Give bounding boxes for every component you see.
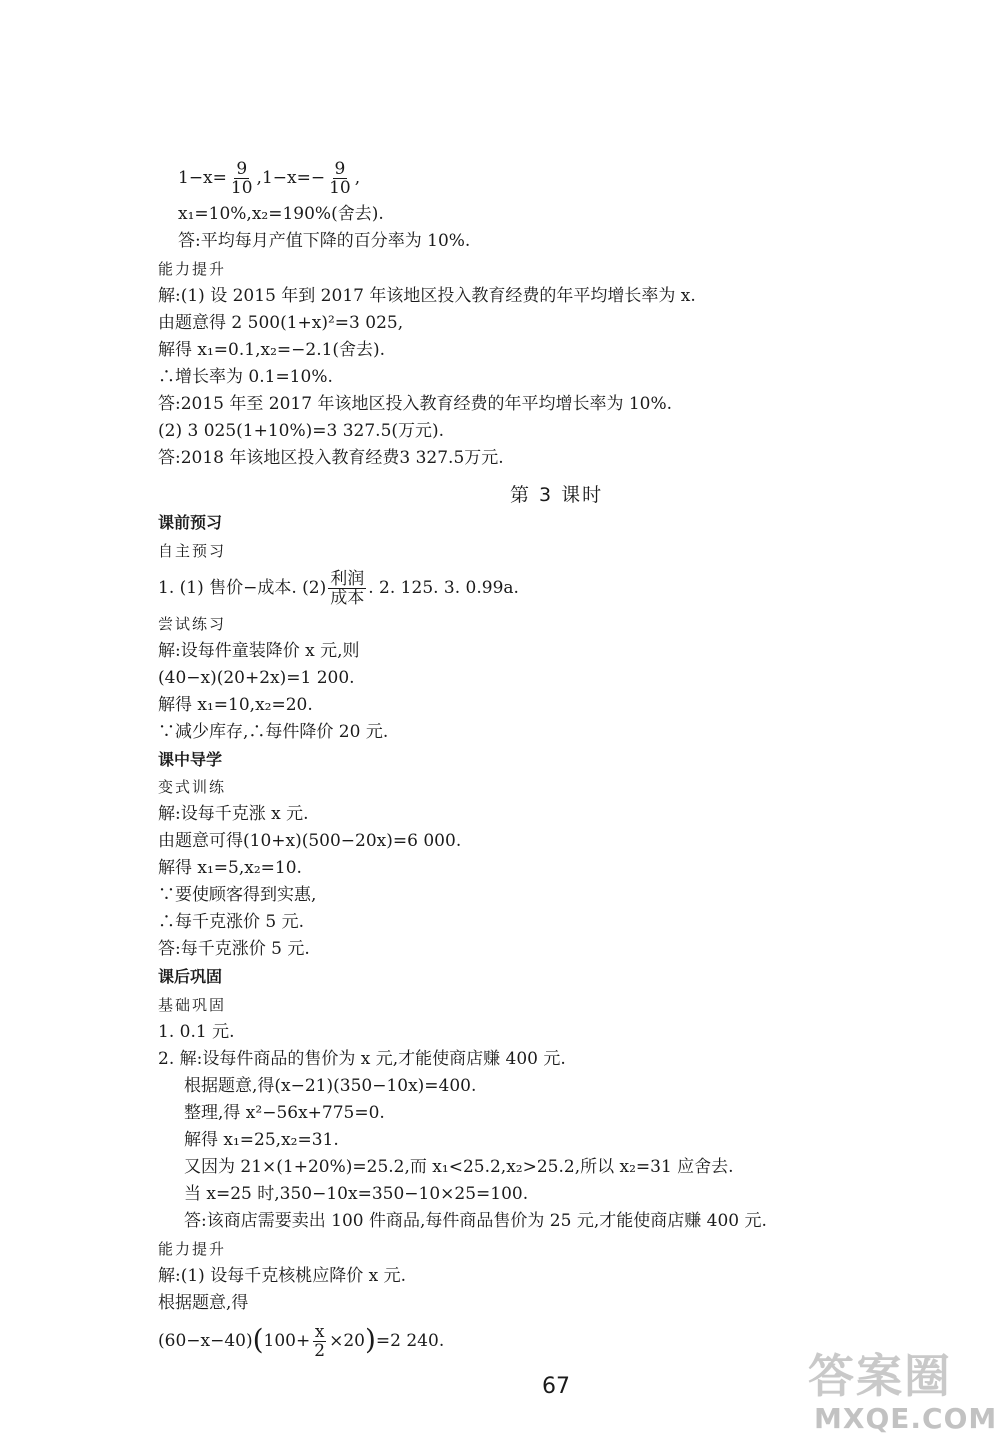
solution-line: 答:每千克涨价 5 元. xyxy=(158,939,310,959)
solution-line: 由题意可得(10+x)(500−20x)=6 000. xyxy=(158,831,462,851)
solution-line: 解得 x₁=5,x₂=10. xyxy=(158,858,302,878)
subsection-heading: 尝试练习 xyxy=(158,615,227,633)
solution-line: 答:2015 年至 2017 年该地区投入教育经费的年平均增长率为 10%. xyxy=(158,394,673,414)
page-number: 67 xyxy=(542,1374,570,1399)
solution-line: 由题意得 2 500(1+x)²=3 025, xyxy=(158,313,404,333)
solution-line: 又因为 21×(1+20%)=25.2,而 x₁<25.2,x₂>25.2,所以 x₂=31 应舍去. xyxy=(184,1157,734,1177)
solution-line: 解得 x₁=10,x₂=20. xyxy=(158,695,313,715)
solution-line: 解得 x₁=25,x₂=31. xyxy=(184,1130,339,1150)
fraction: $\frac{\text{利润}}{\text{成本}}$ xyxy=(330,569,365,608)
answer-line: 答:平均每月产值下降的百分率为 10%. xyxy=(178,231,471,251)
section-heading: 课中导学 xyxy=(158,750,223,769)
subsection-heading: 变式训练 xyxy=(158,778,227,796)
section-heading: 课前预习 xyxy=(158,513,223,532)
lesson-title: 第 3 课时 xyxy=(510,484,604,506)
subsection-heading: 基础巩固 xyxy=(158,996,227,1014)
solution-line: 根据题意,得(x−21)(350−10x)=400. xyxy=(184,1076,477,1096)
fraction: $\frac{9}{10}$ xyxy=(329,159,351,198)
solution-line: (2) 3 025(1+10%)=3 327.5(万元). xyxy=(158,421,445,441)
answer-line: 答:该商店需要卖出 100 件商品,每件商品售价为 25 元,才能使商店赚 400 元. xyxy=(184,1211,767,1231)
section-heading: 课后巩固 xyxy=(158,967,223,986)
solution-line: 解得 x₁=0.1,x₂=−2.1(舍去). xyxy=(158,340,386,360)
solution-line: 解:(1) 设每千克核桃应降价 x 元. xyxy=(158,1266,407,1286)
solution-line: ∴增长率为 0.1=10%. xyxy=(158,367,333,387)
solution-line: 根据题意,得 xyxy=(158,1293,249,1313)
fraction: $\frac{9}{10}$ xyxy=(230,159,253,198)
subsection-heading: 能力提升 xyxy=(158,1240,227,1258)
solution-line: 解:设每千克涨 x 元. xyxy=(158,804,309,824)
watermark-text: 答案圈 xyxy=(808,1349,952,1403)
solution-line: 答:2018 年该地区投入教育经费3 327.5万元. xyxy=(158,448,504,468)
subsection-heading: 自主预习 xyxy=(158,542,227,560)
solution-line: ∴每千克涨价 5 元. xyxy=(158,912,305,932)
solution-line: ∵减少库存,∴每件降价 20 元. xyxy=(158,722,389,742)
fraction: $\frac{x}{2}$ xyxy=(314,1322,326,1361)
solution-line: x₁=10%,x₂=190%(舍去). xyxy=(178,204,384,224)
solution-line: 解:设每件童装降价 x 元,则 xyxy=(158,641,360,661)
solution-line: 整理,得 x²−56x+775=0. xyxy=(184,1103,385,1123)
equation-line-1: 1−x= $\frac{9}{10}$ ,1−x=− $\frac{9}{10}$ , xyxy=(178,159,361,198)
answer-line: 1. 0.1 元. xyxy=(158,1022,235,1042)
solution-line: 2. 解:设每件商品的售价为 x 元,才能使商店赚 400 元. xyxy=(158,1049,566,1069)
watermark-url: MXQE.COM xyxy=(814,1402,998,1435)
answer-line: 1. (1) 售价−成本. (2) $\frac{\text{利润}}{\text{成本}}$ . 2. 125. 3. 0.99a. xyxy=(158,569,519,608)
subsection-heading: 能力提升 xyxy=(158,260,227,278)
watermark-logo xyxy=(808,1340,998,1438)
solution-line: (40−x)(20+2x)=1 200. xyxy=(158,668,355,688)
solution-line: 当 x=25 时,350−10x=350−10×25=100. xyxy=(184,1184,529,1204)
solution-line: ∵要使顾客得到实惠, xyxy=(158,885,317,905)
equation-line: (60−x−40)(100+ $\frac{x}{2}$ ×20)=2 240. xyxy=(158,1322,445,1361)
solution-line: 解:(1) 设 2015 年到 2017 年该地区投入教育经费的年平均增长率为 x. xyxy=(158,286,696,306)
